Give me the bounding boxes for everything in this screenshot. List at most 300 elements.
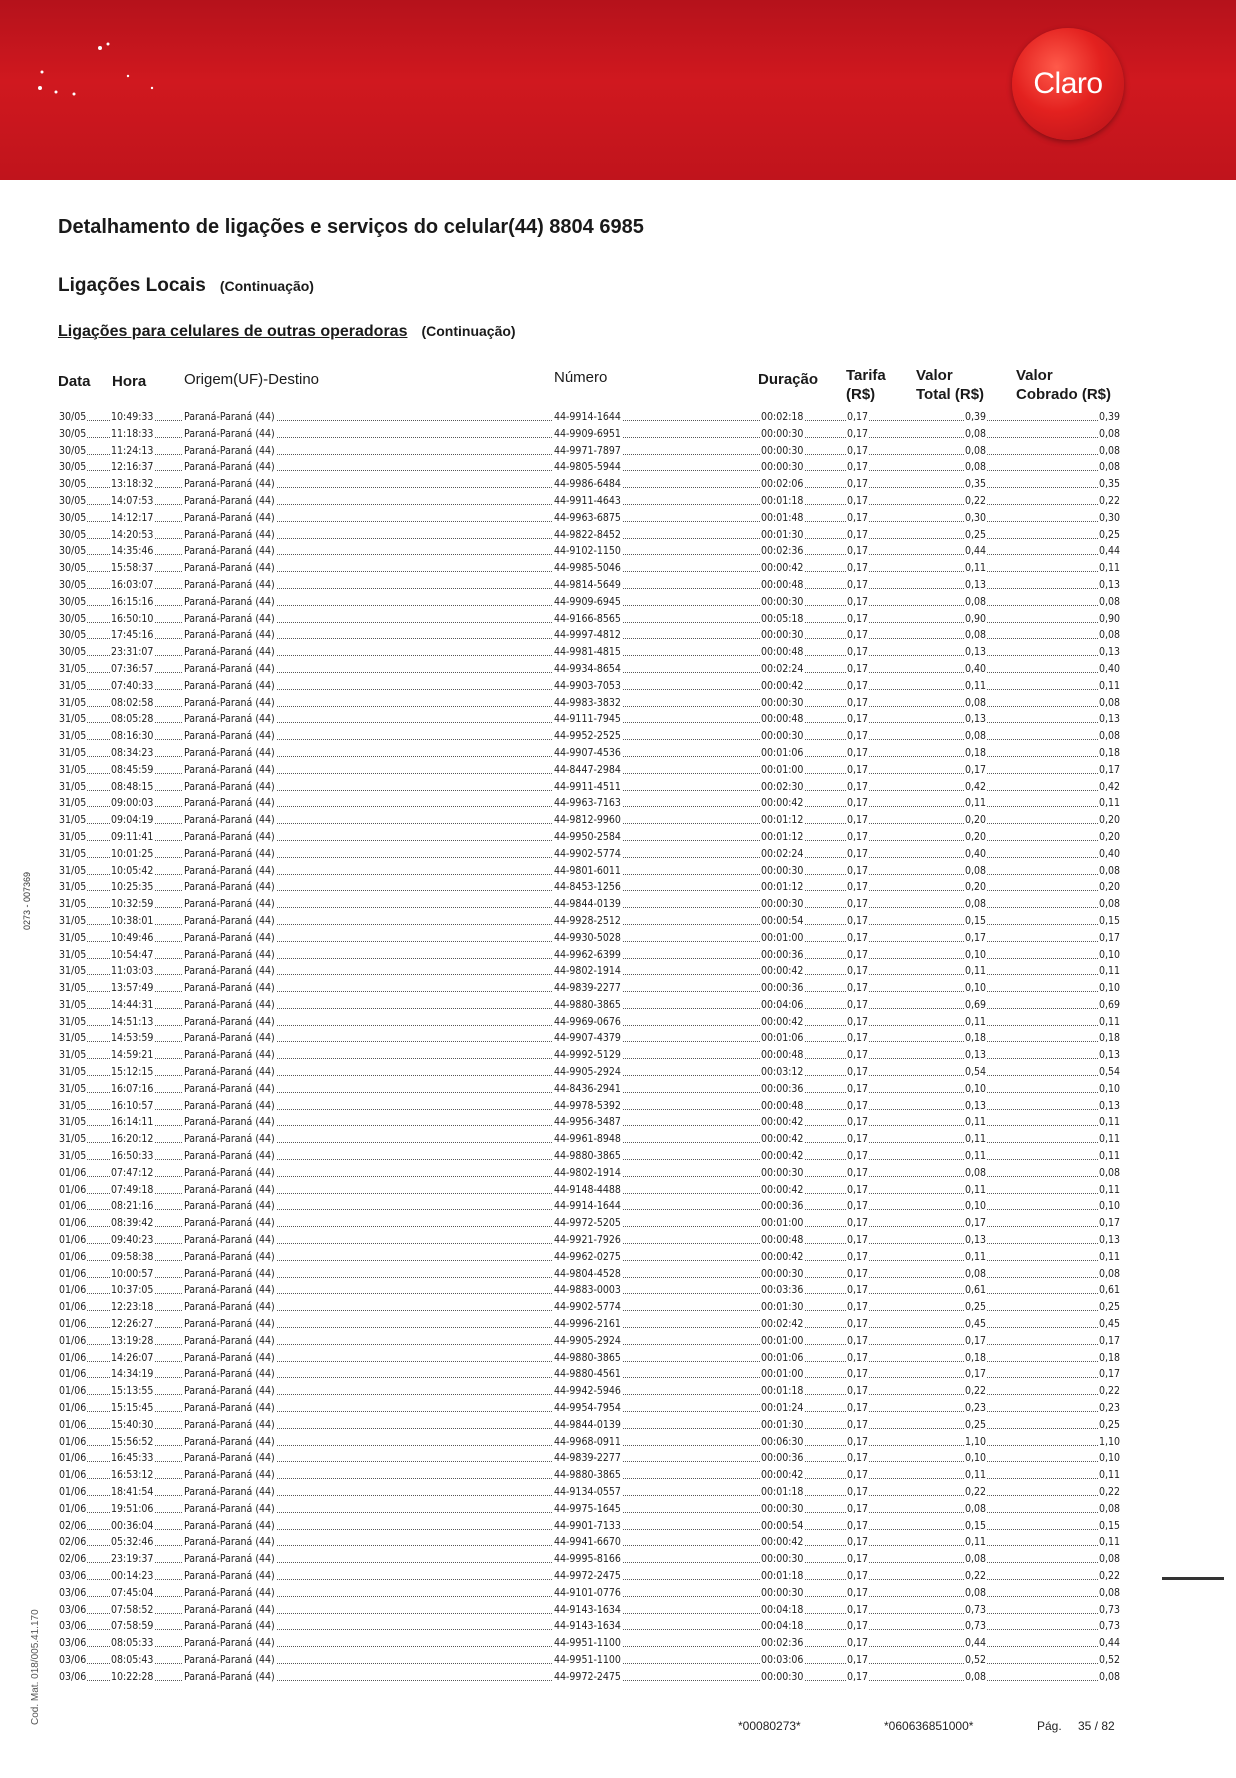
cell-hora: 11:03:03 (110, 963, 154, 980)
col-header-valor-cobrado-line2: Cobrado (R$) (1016, 386, 1111, 403)
cell-valor-cobrado: 0,44 (1098, 1635, 1121, 1652)
table-row (0, 1518, 1236, 1535)
cell-origem: Paraná-Paraná (44) (183, 947, 276, 964)
table-row (0, 1467, 1236, 1484)
cell-duracao: 00:01:24 (760, 1400, 804, 1417)
cell-valor-total: 0,73 (964, 1602, 987, 1619)
cell-duracao: 00:00:30 (760, 1585, 804, 1602)
cell-numero: 44-9909-6945 (553, 594, 622, 611)
cell-valor-cobrado: 0,73 (1098, 1602, 1121, 1619)
table-row (0, 762, 1236, 779)
cell-data: 03/06 (58, 1602, 87, 1619)
cell-hora: 15:12:15 (110, 1064, 154, 1081)
cell-hora: 14:07:53 (110, 493, 154, 510)
cell-tarifa: 0,17 (846, 812, 869, 829)
cell-valor-total: 0,42 (964, 779, 987, 796)
cell-numero: 44-9905-2924 (553, 1064, 622, 1081)
cell-duracao: 00:00:36 (760, 1198, 804, 1215)
cell-numero: 44-9814-5649 (553, 577, 622, 594)
cell-duracao: 00:00:42 (760, 1249, 804, 1266)
cell-valor-cobrado: 0,61 (1098, 1282, 1121, 1299)
cell-valor-total: 0,20 (964, 812, 987, 829)
cell-numero: 44-9968-0911 (553, 1434, 622, 1451)
cell-valor-cobrado: 0,18 (1098, 1030, 1121, 1047)
cell-valor-cobrado: 0,40 (1098, 661, 1121, 678)
cell-duracao: 00:00:30 (760, 594, 804, 611)
cell-valor-total: 0,08 (964, 863, 987, 880)
cell-tarifa: 0,17 (846, 409, 869, 426)
cell-duracao: 00:02:36 (760, 543, 804, 560)
cell-origem: Paraná-Paraná (44) (183, 1064, 276, 1081)
cell-valor-cobrado: 0,44 (1098, 543, 1121, 560)
cell-data: 03/06 (58, 1585, 87, 1602)
cell-valor-total: 0,10 (964, 1450, 987, 1467)
cell-duracao: 00:00:36 (760, 1450, 804, 1467)
cell-numero: 44-9971-7897 (553, 443, 622, 460)
cell-origem: Paraná-Paraná (44) (183, 443, 276, 460)
cell-origem: Paraná-Paraná (44) (183, 1182, 276, 1199)
cell-data: 03/06 (58, 1635, 87, 1652)
table-row (0, 1501, 1236, 1518)
cell-valor-cobrado: 0,11 (1098, 1182, 1121, 1199)
cell-data: 31/05 (58, 997, 87, 1014)
table-row (0, 963, 1236, 980)
cell-tarifa: 0,17 (846, 527, 869, 544)
cell-tarifa: 0,17 (846, 1350, 869, 1367)
cell-data: 01/06 (58, 1501, 87, 1518)
table-row (0, 1417, 1236, 1434)
cell-tarifa: 0,17 (846, 997, 869, 1014)
cell-duracao: 00:00:42 (760, 1014, 804, 1031)
cell-duracao: 00:03:36 (760, 1282, 804, 1299)
cell-tarifa: 0,17 (846, 560, 869, 577)
table-row (0, 1299, 1236, 1316)
cell-valor-total: 0,08 (964, 594, 987, 611)
cell-valor-cobrado: 0,25 (1098, 1299, 1121, 1316)
table-row (0, 661, 1236, 678)
cell-valor-cobrado: 0,08 (1098, 1501, 1121, 1518)
cell-valor-cobrado: 0,15 (1098, 913, 1121, 930)
cell-origem: Paraná-Paraná (44) (183, 711, 276, 728)
cell-valor-total: 0,40 (964, 661, 987, 678)
cell-valor-cobrado: 0,18 (1098, 1350, 1121, 1367)
cell-hora: 14:35:46 (110, 543, 154, 560)
cell-hora: 07:58:59 (110, 1618, 154, 1635)
cell-valor-total: 0,10 (964, 1081, 987, 1098)
cell-hora: 16:03:07 (110, 577, 154, 594)
cell-duracao: 00:02:36 (760, 1635, 804, 1652)
cell-data: 01/06 (58, 1467, 87, 1484)
cell-origem: Paraná-Paraná (44) (183, 745, 276, 762)
cell-tarifa: 0,17 (846, 1484, 869, 1501)
cell-duracao: 00:00:48 (760, 1232, 804, 1249)
cell-hora: 08:48:15 (110, 779, 154, 796)
cell-data: 31/05 (58, 745, 87, 762)
subsection-title-text: Ligações para celulares de outras operadoras (58, 323, 408, 340)
cell-valor-cobrado: 0,11 (1098, 1148, 1121, 1165)
col-header-hora: Hora (112, 373, 147, 390)
cell-valor-cobrado: 0,08 (1098, 728, 1121, 745)
cell-valor-total: 0,17 (964, 762, 987, 779)
cell-data: 31/05 (58, 1131, 87, 1148)
cell-duracao: 00:00:54 (760, 913, 804, 930)
cell-valor-total: 0,44 (964, 543, 987, 560)
section-title (58, 275, 314, 297)
cell-origem: Paraná-Paraná (44) (183, 913, 276, 930)
cell-valor-cobrado: 0,13 (1098, 644, 1121, 661)
cell-hora: 10:32:59 (110, 896, 154, 913)
table-row (0, 443, 1236, 460)
table-row (0, 947, 1236, 964)
cell-numero: 44-9880-3865 (553, 1350, 622, 1367)
cell-numero: 44-9911-4511 (553, 779, 622, 796)
cell-hora: 09:11:41 (110, 829, 154, 846)
table-row (0, 678, 1236, 695)
cell-origem: Paraná-Paraná (44) (183, 896, 276, 913)
cell-tarifa: 0,17 (846, 543, 869, 560)
cell-numero: 44-9975-1645 (553, 1501, 622, 1518)
cell-numero: 44-9134-0557 (553, 1484, 622, 1501)
cell-valor-cobrado: 0,39 (1098, 409, 1121, 426)
cell-duracao: 00:00:48 (760, 711, 804, 728)
header-banner (0, 0, 1236, 180)
cell-data: 31/05 (58, 930, 87, 947)
cell-duracao: 00:02:30 (760, 779, 804, 796)
cell-origem: Paraná-Paraná (44) (183, 1047, 276, 1064)
table-row (0, 510, 1236, 527)
cell-tarifa: 0,17 (846, 1114, 869, 1131)
table-row (0, 543, 1236, 560)
cell-origem: Paraná-Paraná (44) (183, 1484, 276, 1501)
cell-hora: 18:41:54 (110, 1484, 154, 1501)
cell-valor-cobrado: 0,08 (1098, 1669, 1121, 1686)
cell-origem: Paraná-Paraná (44) (183, 1299, 276, 1316)
cell-hora: 09:00:03 (110, 795, 154, 812)
cell-valor-cobrado: 0,08 (1098, 896, 1121, 913)
cell-valor-total: 0,17 (964, 1333, 987, 1350)
cell-valor-total: 0,18 (964, 1030, 987, 1047)
cell-numero: 44-9962-6399 (553, 947, 622, 964)
cell-data: 01/06 (58, 1232, 87, 1249)
cell-origem: Paraná-Paraná (44) (183, 661, 276, 678)
cell-hora: 08:34:23 (110, 745, 154, 762)
cell-numero: 44-9972-5205 (553, 1215, 622, 1232)
cell-duracao: 00:00:30 (760, 1501, 804, 1518)
table-row (0, 913, 1236, 930)
subsection-title (58, 323, 516, 341)
table-row (0, 896, 1236, 913)
cell-data: 01/06 (58, 1350, 87, 1367)
cell-hora: 09:40:23 (110, 1232, 154, 1249)
cell-duracao: 00:00:30 (760, 443, 804, 460)
cell-data: 31/05 (58, 980, 87, 997)
cell-origem: Paraná-Paraná (44) (183, 627, 276, 644)
cell-numero: 44-9903-7053 (553, 678, 622, 695)
footer-code-1: *00080273* (738, 1719, 801, 1733)
cell-origem: Paraná-Paraná (44) (183, 476, 276, 493)
cell-valor-cobrado: 0,11 (1098, 1467, 1121, 1484)
cell-duracao: 00:02:18 (760, 409, 804, 426)
cell-tarifa: 0,17 (846, 1198, 869, 1215)
table-row (0, 1400, 1236, 1417)
cell-valor-cobrado: 0,11 (1098, 560, 1121, 577)
table-row (0, 1081, 1236, 1098)
cell-duracao: 00:04:18 (760, 1602, 804, 1619)
cell-data: 31/05 (58, 896, 87, 913)
cell-hora: 09:58:38 (110, 1249, 154, 1266)
cell-valor-cobrado: 0,10 (1098, 1081, 1121, 1098)
cell-origem: Paraná-Paraná (44) (183, 1534, 276, 1551)
cell-valor-cobrado: 0,15 (1098, 1518, 1121, 1535)
cell-valor-total: 0,08 (964, 1669, 987, 1686)
table-row (0, 1198, 1236, 1215)
cell-numero: 44-9802-1914 (553, 1165, 622, 1182)
cell-numero: 44-9844-0139 (553, 1417, 622, 1434)
cell-numero: 44-9985-5046 (553, 560, 622, 577)
cell-duracao: 00:01:18 (760, 1383, 804, 1400)
cell-origem: Paraná-Paraná (44) (183, 1501, 276, 1518)
cell-origem: Paraná-Paraná (44) (183, 1333, 276, 1350)
cell-origem: Paraná-Paraná (44) (183, 1366, 276, 1383)
cell-origem: Paraná-Paraná (44) (183, 1350, 276, 1367)
cell-tarifa: 0,17 (846, 795, 869, 812)
table-row (0, 711, 1236, 728)
cell-numero: 44-9804-4528 (553, 1266, 622, 1283)
cell-tarifa: 0,17 (846, 1098, 869, 1115)
cell-valor-total: 0,17 (964, 1215, 987, 1232)
cell-tarifa: 0,17 (846, 863, 869, 880)
cell-data: 31/05 (58, 762, 87, 779)
cell-numero: 44-9166-8565 (553, 611, 622, 628)
cell-valor-total: 0,08 (964, 695, 987, 712)
cell-duracao: 00:00:42 (760, 1182, 804, 1199)
cell-origem: Paraná-Paraná (44) (183, 1467, 276, 1484)
table-row (0, 1148, 1236, 1165)
cell-tarifa: 0,17 (846, 930, 869, 947)
cell-duracao: 00:01:06 (760, 1350, 804, 1367)
cell-valor-total: 0,22 (964, 1568, 987, 1585)
cell-hora: 17:45:16 (110, 627, 154, 644)
table-row (0, 1266, 1236, 1283)
cell-tarifa: 0,17 (846, 779, 869, 796)
cell-numero: 44-9995-8166 (553, 1551, 622, 1568)
cell-numero: 44-9907-4379 (553, 1030, 622, 1047)
cell-hora: 12:23:18 (110, 1299, 154, 1316)
cell-numero: 44-9997-4812 (553, 627, 622, 644)
table-row (0, 980, 1236, 997)
cell-valor-total: 0,08 (964, 459, 987, 476)
cell-hora: 10:38:01 (110, 913, 154, 930)
cell-data: 31/05 (58, 1047, 87, 1064)
cell-valor-total: 0,08 (964, 1551, 987, 1568)
cell-duracao: 00:00:30 (760, 863, 804, 880)
cell-duracao: 00:00:42 (760, 1114, 804, 1131)
cell-numero: 44-8447-2984 (553, 762, 622, 779)
cell-valor-total: 0,11 (964, 795, 987, 812)
cell-data: 31/05 (58, 661, 87, 678)
cell-valor-cobrado: 0,08 (1098, 594, 1121, 611)
cell-origem: Paraná-Paraná (44) (183, 1551, 276, 1568)
cell-valor-total: 0,08 (964, 426, 987, 443)
cell-hora: 13:18:32 (110, 476, 154, 493)
cell-valor-total: 0,13 (964, 577, 987, 594)
table-row (0, 1232, 1236, 1249)
cell-data: 31/05 (58, 829, 87, 846)
cell-origem: Paraná-Paraná (44) (183, 1434, 276, 1451)
table-row (0, 829, 1236, 846)
cell-duracao: 00:00:42 (760, 795, 804, 812)
cell-valor-total: 0,20 (964, 829, 987, 846)
cell-valor-total: 0,23 (964, 1400, 987, 1417)
cell-valor-total: 0,11 (964, 1148, 987, 1165)
cell-numero: 44-9907-4536 (553, 745, 622, 762)
cell-tarifa: 0,17 (846, 1064, 869, 1081)
cell-data: 01/06 (58, 1249, 87, 1266)
cell-origem: Paraná-Paraná (44) (183, 1282, 276, 1299)
cell-valor-cobrado: 0,10 (1098, 947, 1121, 964)
cell-duracao: 00:00:30 (760, 459, 804, 476)
cell-hora: 07:45:04 (110, 1585, 154, 1602)
cell-tarifa: 0,17 (846, 1383, 869, 1400)
cell-numero: 44-9961-8948 (553, 1131, 622, 1148)
table-row (0, 476, 1236, 493)
cell-origem: Paraná-Paraná (44) (183, 1266, 276, 1283)
cell-valor-total: 0,30 (964, 510, 987, 527)
cell-tarifa: 0,17 (846, 1652, 869, 1669)
cell-duracao: 00:01:00 (760, 762, 804, 779)
cell-data: 30/05 (58, 644, 87, 661)
cell-valor-total: 0,13 (964, 1047, 987, 1064)
cell-data: 31/05 (58, 711, 87, 728)
cell-duracao: 00:00:30 (760, 1551, 804, 1568)
cell-data: 31/05 (58, 1064, 87, 1081)
cell-data: 31/05 (58, 795, 87, 812)
cell-origem: Paraná-Paraná (44) (183, 1585, 276, 1602)
cell-tarifa: 0,17 (846, 1467, 869, 1484)
cell-hora: 13:19:28 (110, 1333, 154, 1350)
cell-duracao: 00:00:42 (760, 1467, 804, 1484)
cell-origem: Paraná-Paraná (44) (183, 1652, 276, 1669)
cell-valor-total: 0,61 (964, 1282, 987, 1299)
cell-data: 02/06 (58, 1551, 87, 1568)
cell-data: 31/05 (58, 1114, 87, 1131)
cell-numero: 44-9880-3865 (553, 997, 622, 1014)
cell-tarifa: 0,17 (846, 476, 869, 493)
cell-data: 30/05 (58, 627, 87, 644)
cell-duracao: 00:01:12 (760, 879, 804, 896)
cell-valor-cobrado: 0,13 (1098, 1232, 1121, 1249)
logo-text: Claro (1033, 67, 1103, 100)
cell-numero: 44-9981-4815 (553, 644, 622, 661)
table-row (0, 1182, 1236, 1199)
cell-data: 30/05 (58, 543, 87, 560)
table-row (0, 1350, 1236, 1367)
cell-tarifa: 0,17 (846, 913, 869, 930)
cell-valor-total: 0,11 (964, 560, 987, 577)
cell-duracao: 00:01:18 (760, 493, 804, 510)
cell-hora: 07:58:52 (110, 1602, 154, 1619)
cell-numero: 44-9822-8452 (553, 527, 622, 544)
cell-valor-cobrado: 0,11 (1098, 1131, 1121, 1148)
cell-data: 30/05 (58, 459, 87, 476)
table-row (0, 1434, 1236, 1451)
cell-hora: 16:50:33 (110, 1148, 154, 1165)
table-row (0, 795, 1236, 812)
page-title: Detalhamento de ligações e serviços do celular(44) 8804 6985 (58, 216, 644, 238)
cell-numero: 44-9905-2924 (553, 1333, 622, 1350)
cell-origem: Paraná-Paraná (44) (183, 829, 276, 846)
cell-valor-total: 0,54 (964, 1064, 987, 1081)
cell-origem: Paraná-Paraná (44) (183, 543, 276, 560)
cell-data: 30/05 (58, 510, 87, 527)
cell-data: 01/06 (58, 1282, 87, 1299)
cell-duracao: 00:01:30 (760, 527, 804, 544)
cell-duracao: 00:02:24 (760, 661, 804, 678)
cell-hora: 15:56:52 (110, 1434, 154, 1451)
cell-hora: 15:58:37 (110, 560, 154, 577)
table-row (0, 611, 1236, 628)
cell-tarifa: 0,17 (846, 728, 869, 745)
cell-numero: 44-9942-5946 (553, 1383, 622, 1400)
cell-tarifa: 0,17 (846, 459, 869, 476)
cell-duracao: 00:01:18 (760, 1568, 804, 1585)
cell-origem: Paraná-Paraná (44) (183, 1165, 276, 1182)
cell-data: 03/06 (58, 1669, 87, 1686)
cell-origem: Paraná-Paraná (44) (183, 795, 276, 812)
cell-duracao: 00:00:42 (760, 678, 804, 695)
cell-valor-cobrado: 0,42 (1098, 779, 1121, 796)
cell-valor-cobrado: 0,08 (1098, 627, 1121, 644)
cell-numero: 44-9963-6875 (553, 510, 622, 527)
cell-valor-total: 0,11 (964, 678, 987, 695)
cell-numero: 44-9909-6951 (553, 426, 622, 443)
cell-data: 30/05 (58, 611, 87, 628)
cell-duracao: 00:01:12 (760, 812, 804, 829)
cell-valor-cobrado: 0,13 (1098, 1098, 1121, 1115)
cell-duracao: 00:00:42 (760, 1534, 804, 1551)
cell-hora: 15:40:30 (110, 1417, 154, 1434)
cell-valor-cobrado: 0,20 (1098, 829, 1121, 846)
cell-origem: Paraná-Paraná (44) (183, 879, 276, 896)
cell-data: 01/06 (58, 1450, 87, 1467)
cell-hora: 23:19:37 (110, 1551, 154, 1568)
cell-origem: Paraná-Paraná (44) (183, 1014, 276, 1031)
cell-origem: Paraná-Paraná (44) (183, 1198, 276, 1215)
cell-valor-total: 0,25 (964, 1299, 987, 1316)
cell-origem: Paraná-Paraná (44) (183, 459, 276, 476)
cell-origem: Paraná-Paraná (44) (183, 644, 276, 661)
calls-table (0, 409, 1236, 1686)
cell-tarifa: 0,17 (846, 1282, 869, 1299)
cell-hora: 16:20:12 (110, 1131, 154, 1148)
cell-tarifa: 0,17 (846, 1333, 869, 1350)
col-header-tarifa-line1: Tarifa (846, 367, 886, 384)
cell-valor-total: 0,20 (964, 879, 987, 896)
cell-tarifa: 0,17 (846, 1215, 869, 1232)
cell-valor-total: 0,17 (964, 930, 987, 947)
cell-numero: 44-9934-8654 (553, 661, 622, 678)
table-row (0, 1669, 1236, 1686)
cell-origem: Paraná-Paraná (44) (183, 1098, 276, 1115)
cell-numero: 44-9883-0003 (553, 1282, 622, 1299)
cell-origem: Paraná-Paraná (44) (183, 1400, 276, 1417)
cell-valor-total: 0,18 (964, 745, 987, 762)
cell-hora: 19:51:06 (110, 1501, 154, 1518)
cell-hora: 07:49:18 (110, 1182, 154, 1199)
cell-duracao: 00:01:00 (760, 1215, 804, 1232)
cell-data: 02/06 (58, 1534, 87, 1551)
cell-origem: Paraná-Paraná (44) (183, 930, 276, 947)
